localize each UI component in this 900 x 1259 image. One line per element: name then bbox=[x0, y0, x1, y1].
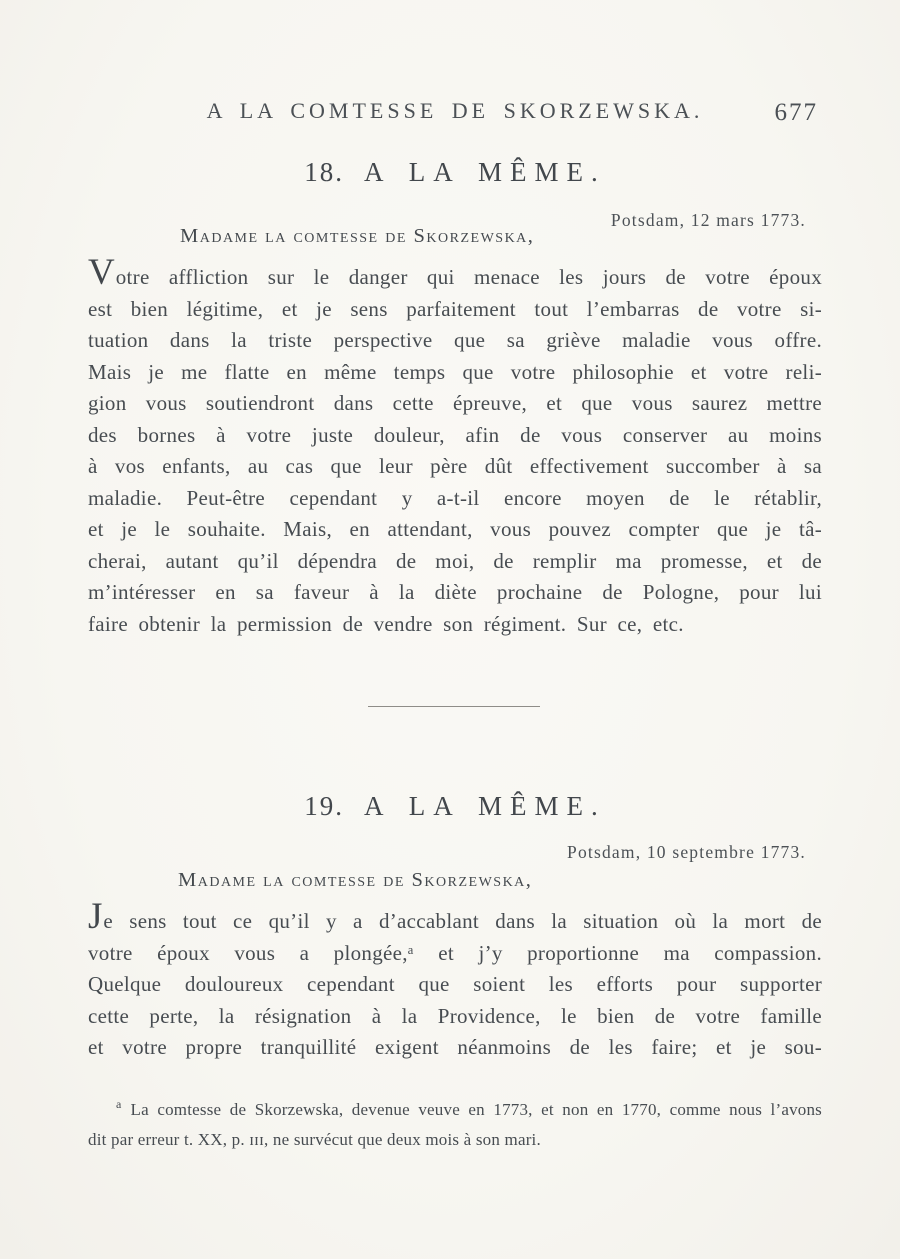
letter-18-body bbox=[88, 252, 822, 640]
body-line: tuation dans la triste perspective que sa griève maladie vous offre. bbox=[88, 328, 822, 352]
footnote-marker: a bbox=[116, 1097, 122, 1111]
letter-19-title: A LA MÊME. bbox=[363, 791, 606, 821]
letter-18-salutation: Madame la comtesse de Skorzewska, bbox=[180, 225, 535, 247]
body-line: maladie. Peut-être cependant y a-t-il encore moyen de le rétablir, bbox=[88, 485, 822, 510]
drop-cap-initial: V bbox=[88, 252, 115, 293]
body-line: et je le souhaite. Mais, en attendant, vous pouvez compter que je tâ- bbox=[88, 517, 822, 541]
page-number: 677 bbox=[774, 99, 818, 126]
body-line: gion vous soutiendront dans cette épreuve, et que vous saurez mettre bbox=[88, 391, 822, 415]
body-line: des bornes à votre juste douleur, afin de vous conserver au moins bbox=[88, 422, 822, 447]
footnote bbox=[88, 1090, 822, 1154]
body-line: et votre propre tranquillité exigent néanmoins de les faire; et je sou- bbox=[88, 1035, 822, 1059]
body-line: votre époux vous a plongée,ᵃ et j’y proportionne ma compassion. bbox=[88, 940, 822, 965]
body-line: cherai, autant qu’il dépendra de moi, de remplir ma promesse, et de bbox=[88, 548, 822, 573]
body-line: est bien légitime, et je sens parfaitement tout l’embarras de votre si- bbox=[88, 296, 822, 321]
body-line: cette perte, la résignation à la Providence, le bien de votre famille bbox=[88, 1003, 822, 1028]
body-line: faire obtenir la permission de vendre son régiment. Sur ce, etc. bbox=[88, 611, 684, 636]
letter-19-number: 19. bbox=[304, 791, 344, 821]
letter-19-dateline: Potsdam, 10 septembre 1773. bbox=[567, 842, 806, 862]
letter-18-title: A LA MÊME. bbox=[363, 157, 606, 187]
letter-19-salutation: Madame la comtesse de Skorzewska, bbox=[178, 869, 533, 891]
body-line: Mais je me flatte en même temps que votre philosophie et votre reli- bbox=[88, 359, 822, 384]
body-line: m’intéresser en sa faveur à la diète prochaine de Pologne, pour lui bbox=[88, 580, 822, 604]
section-divider bbox=[368, 706, 540, 707]
letter-18-heading bbox=[88, 157, 822, 188]
drop-cap-initial: J bbox=[88, 896, 103, 937]
running-header: A LA COMTESSE DE SKORZEWSKA. bbox=[206, 98, 704, 123]
letter-19-heading bbox=[88, 791, 822, 822]
body-line-text: otre affliction sur le danger qui menace les jours de votre époux bbox=[115, 265, 822, 289]
body-line bbox=[88, 252, 822, 294]
letter-18-dateline: Potsdam, 12 mars 1773. bbox=[610, 210, 806, 230]
body-line bbox=[88, 896, 822, 938]
letter-19-body bbox=[88, 896, 822, 1064]
letter-18-number: 18. bbox=[304, 157, 344, 187]
body-line: Quelque douloureux cependant que soient les efforts pour supporter bbox=[88, 972, 822, 996]
footnote-text: La comtesse de Skorzewska, devenue veuve en 1773, et non en 1770, comme nous l’avons bbox=[130, 1100, 822, 1119]
body-line-text: e sens tout ce qu’il y a d’accablant dans la situation où la mort de bbox=[103, 909, 822, 933]
footnote-line: dit par erreur t. XX, p. ɪɪɪ, ne survécut que deux mois à son mari. bbox=[88, 1129, 541, 1149]
footnote-line bbox=[88, 1090, 822, 1125]
body-line: à vos enfants, au cas que leur père dût effectivement succomber à sa bbox=[88, 454, 822, 478]
